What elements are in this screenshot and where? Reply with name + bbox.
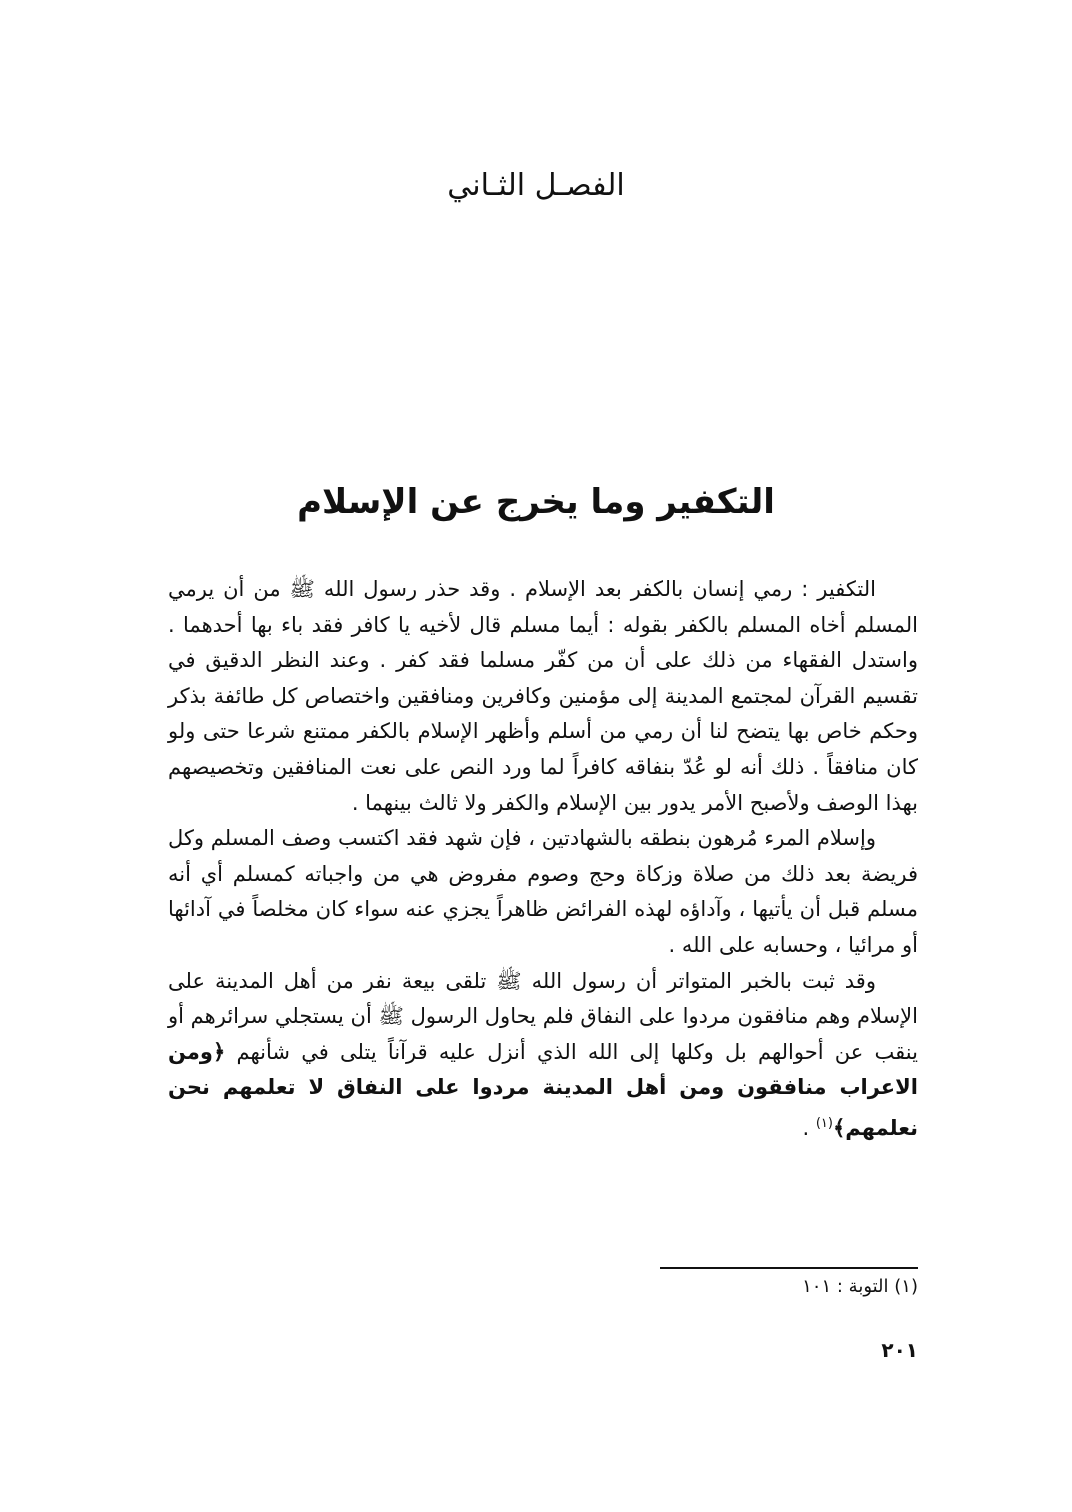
paragraph-3 — [168, 964, 918, 1147]
footnote-marker: (١) — [815, 1115, 833, 1131]
paragraph-end: . — [802, 1115, 816, 1140]
paragraph-3-text: وقد ثبت بالخبر المتواتر أن رسول الله ﷺ تلقى بيعة نفر من أهل المدينة على الإسلام وهم منافقون مردوا على النفاق فلم يحاول الرسول ﷺ أن يستجلي سرائرهم أو ينقب عن أحوالهم بل وكلها إلى الله الذي أنزل عليه قرآناً يتلى في شأنهم — [168, 968, 918, 1064]
quran-quote: ﴿ومن الاعراب منافقون ومن أهل المدينة مردوا على النفاق لا تعلمهم نحن نعلمهم﴾ — [168, 1039, 918, 1140]
footnote-divider — [660, 1267, 918, 1269]
footnote: (١) التوبة : ١٠١ — [802, 1276, 918, 1297]
page-number: ٢٠١ — [881, 1338, 918, 1362]
body-text — [168, 572, 918, 1147]
chapter-heading: الفصـل الثـاني — [447, 168, 625, 203]
paragraph-1: التكفير : رمي إنسان بالكفر بعد الإسلام . وقد حذر رسول الله ﷺ من أن يرمي المسلم أخاه المسلم بالكفر بقوله : أيما مسلم قال لأخيه يا كافر فقد باء بها أحدهما . واستدل الفقهاء من ذلك على أن من كفّر مسلما فقد كفر . وعند النظر الدقيق في تقسيم القرآن لمجتمع المدينة إلى مؤمنين وكافرين ومنافقين واختصاص كل طائفة بذكر وحكم خاص بها يتضح لنا أن رمي من أسلم وأظهر الإسلام بالكفر ممتنع شرعا حتى ولو كان منافقاً . ذلك أنه لو عُدّ بنفاقه كافراً لما ورد النص على نعت المنافقين وتخصيصهم بهذا الوصف ولأصبح الأمر يدور بين الإسلام والكفر ولا ثالث بينهما . — [168, 577, 918, 815]
paragraph-2: وإسلام المرء مُرهون بنطقه بالشهادتين ، فإن شهد فقد اكتسب وصف المسلم وكل فريضة بعد ذلك من صلاة وزكاة وحج وصوم مفروض هي من واجباته كمسلم أي أنه مسلم قبل أن يأتيها ، وآداؤه لهذه الفرائض ظاهراً يجزي عنه سواء كان مخلصاً في آدائها أو مرائيا ، وحسابه على الله . — [168, 826, 918, 957]
section-title: التكفير وما يخرج عن الإسلام — [297, 482, 775, 522]
